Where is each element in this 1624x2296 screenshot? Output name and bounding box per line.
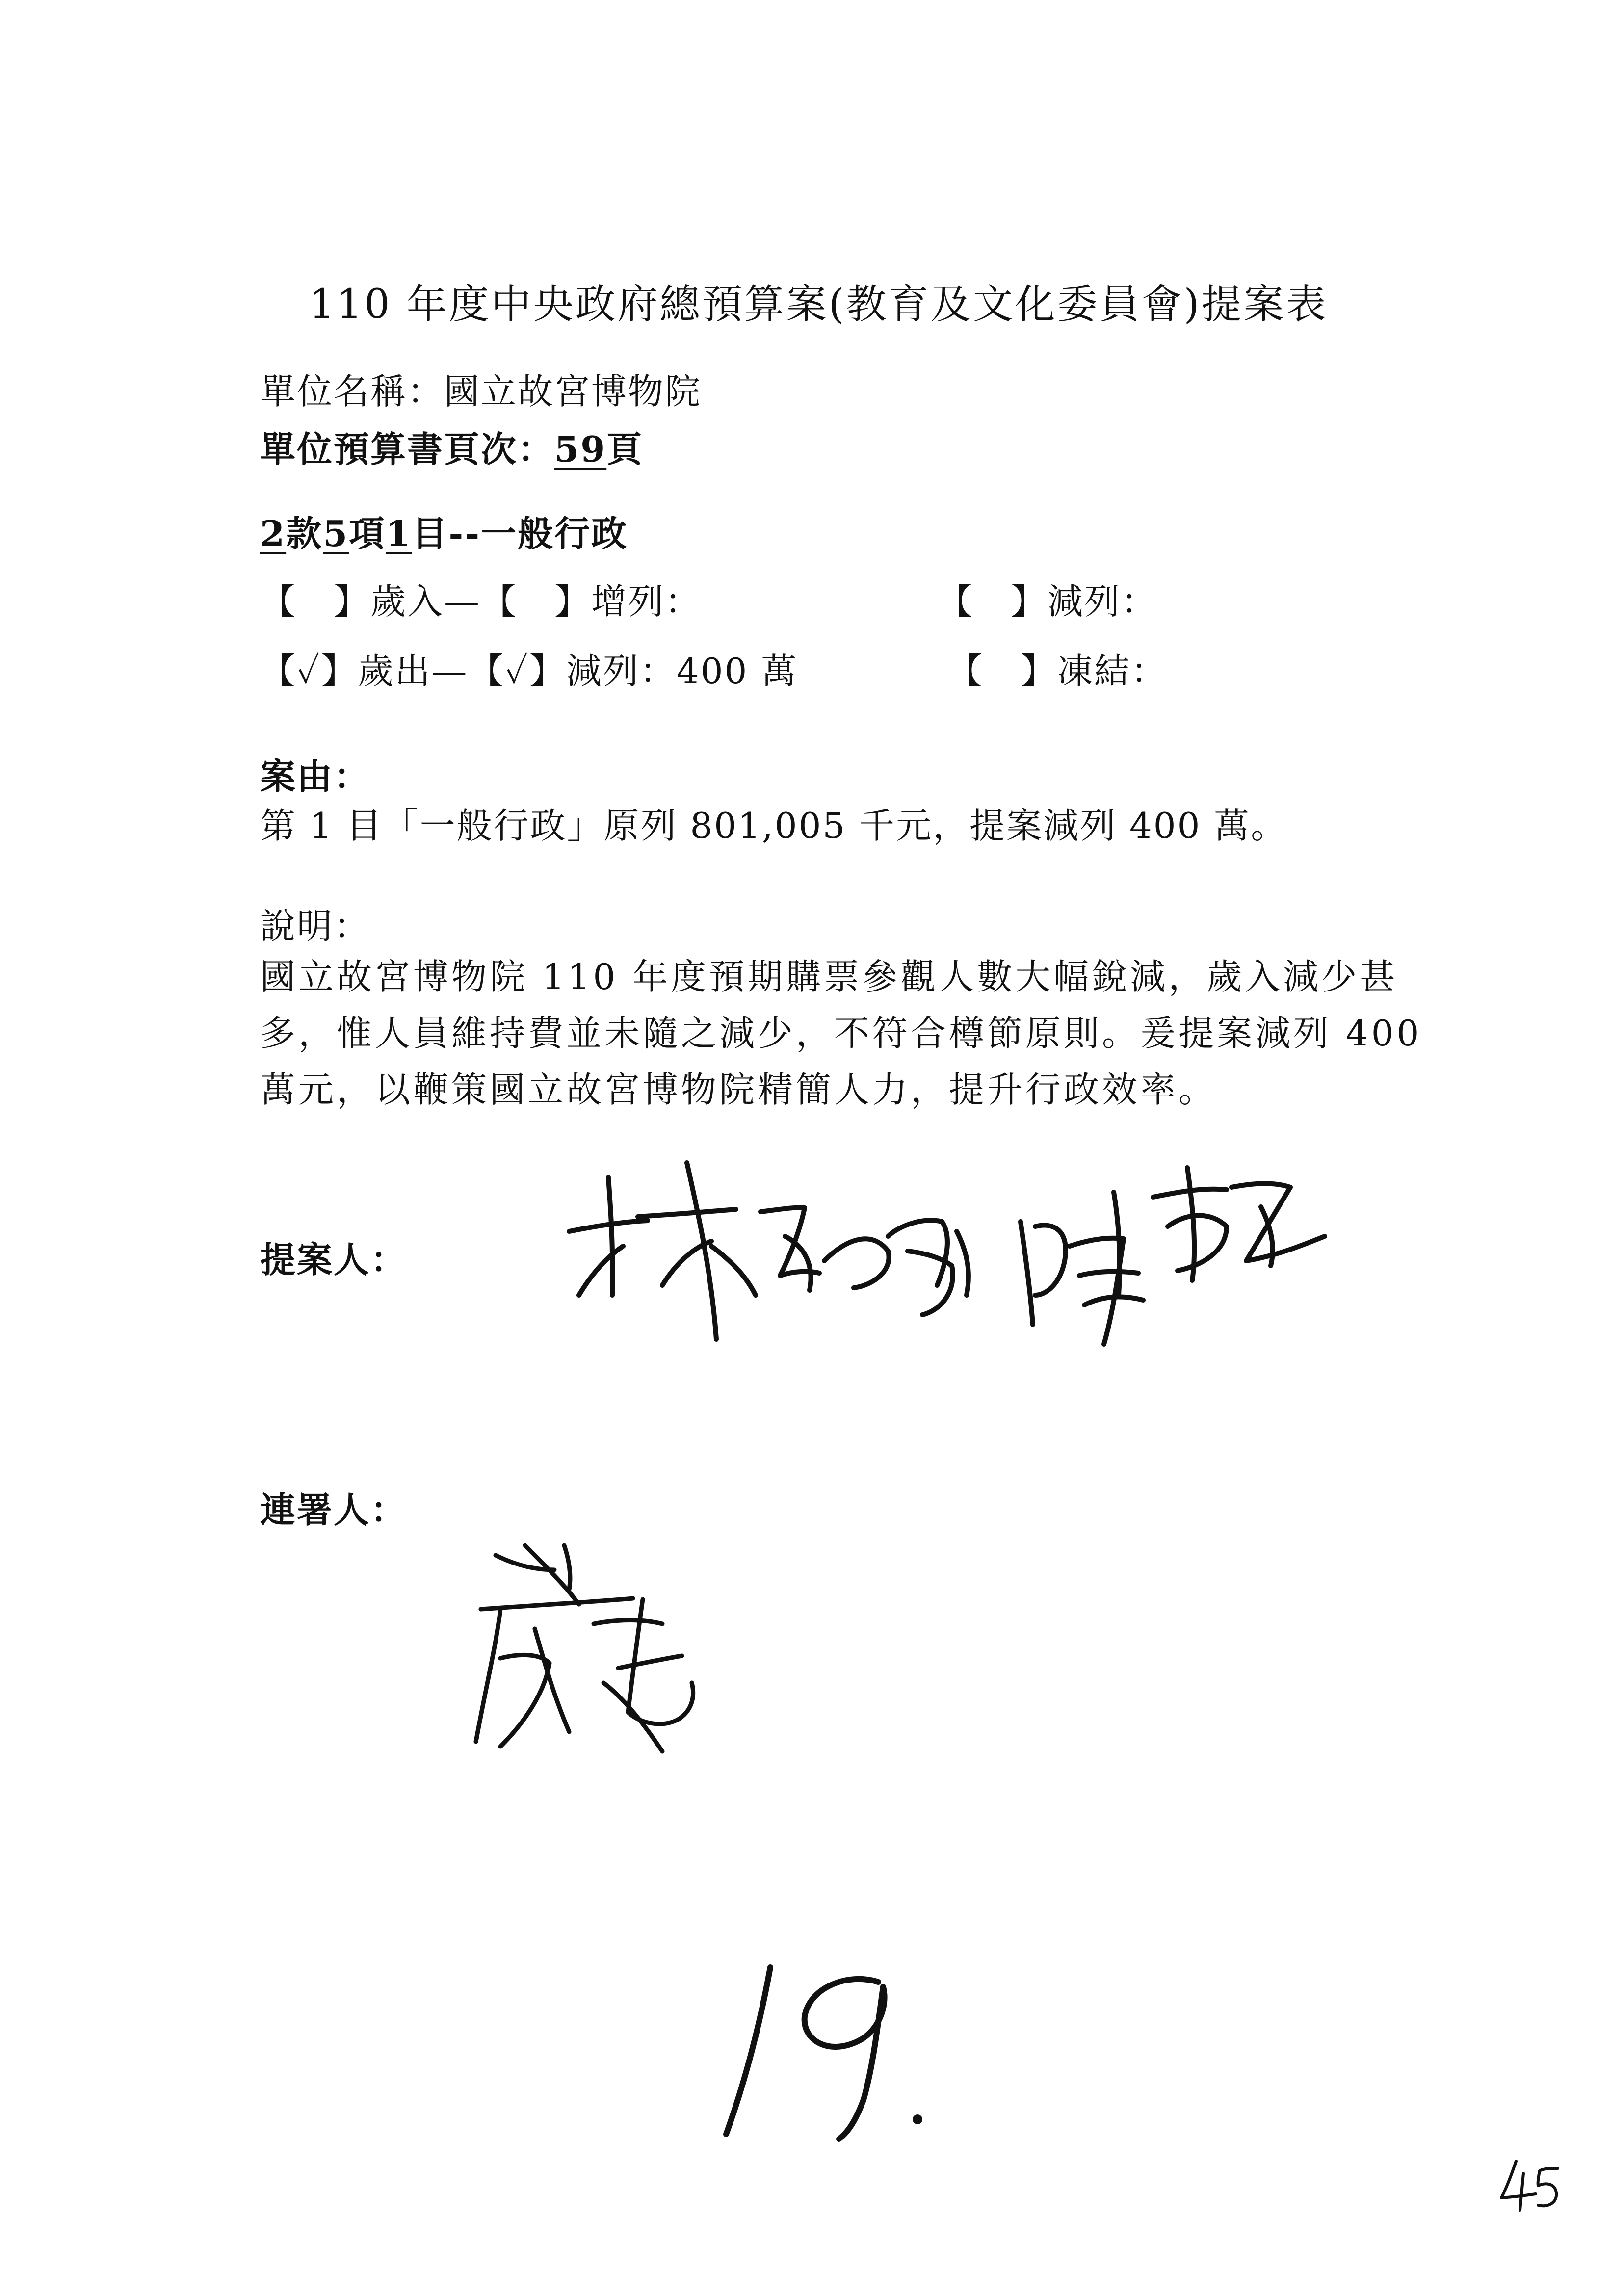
freeze-checkbox: 【 】	[947, 651, 1058, 692]
revenue-checkbox: 【 】	[260, 581, 371, 622]
expenditure-label: 歲出—	[358, 651, 469, 692]
proposer-label: 提案人：	[260, 1239, 408, 1280]
reason-text: 第 1 目「一般行政」原列 801,005 千元，提案減列 400 萬。	[260, 805, 1288, 846]
subject-mu-number: 1	[386, 513, 412, 554]
revenue-increase-label: 增列：	[591, 581, 702, 622]
corner-page-number-drawing	[1496, 2154, 1565, 2213]
revenue-decrease-checkbox: 【 】	[937, 581, 1048, 622]
expenditure-row	[260, 643, 798, 694]
budget-page-row	[260, 421, 643, 472]
budget-subject-row	[260, 505, 628, 556]
expenditure-checkbox: 【✓】	[260, 651, 358, 692]
revenue-increase-checkbox: 【 】	[481, 581, 592, 622]
budget-page-number: 59	[554, 428, 607, 470]
cosigner-label: 連署人：	[260, 1489, 408, 1531]
subject-xiang-number: 5	[323, 513, 349, 554]
budget-page-label: 單位預算書頁次：	[260, 428, 555, 470]
subject-kuan-label: 款	[286, 513, 323, 554]
cosigner-signature	[466, 1536, 721, 1766]
budget-page-suffix: 頁	[606, 428, 644, 470]
explanation-line-2: 多，惟人員維持費並未隨之減少，不符合樽節原則。爰提案減列 400	[260, 1013, 1422, 1054]
freeze-group	[947, 643, 1168, 694]
handwritten-number-drawing	[716, 1953, 971, 2149]
explanation-heading: 說明：	[260, 906, 371, 947]
explanation-line-3: 萬元，以鞭策國立故宮博物院精簡人力，提升行政效率。	[260, 1069, 1217, 1110]
revenue-decrease-label: 減列：	[1048, 581, 1158, 622]
expenditure-decrease-label: 減列：400 萬	[566, 651, 798, 692]
unit-name-row	[260, 363, 702, 414]
revenue-decrease-group	[937, 573, 1158, 624]
subject-kuan-number: 2	[260, 513, 287, 554]
unit-name-value: 國立故宮博物院	[444, 371, 702, 412]
proposer-signature	[550, 1148, 1335, 1354]
expenditure-decrease-checkbox: 【✓】	[468, 651, 566, 692]
freeze-label: 凍結：	[1057, 651, 1168, 692]
subject-xiang-label: 項	[349, 513, 386, 554]
document-title: 110 年度中央政府總預算案(教育及文化委員會)提案表	[309, 281, 1328, 328]
revenue-row	[260, 573, 702, 624]
reason-heading: 案由：	[260, 756, 371, 797]
handwritten-item-number	[716, 1953, 971, 2149]
unit-name-label: 單位名稱：	[260, 371, 445, 412]
corner-page-number	[1496, 2154, 1565, 2213]
explanation-line-1: 國立故宮博物院 110 年度預期購票參觀人數大幅銳減，歲入減少甚	[260, 956, 1398, 997]
subject-mu-label: 目--一般行政	[412, 513, 629, 554]
revenue-label: 歲入—	[370, 581, 481, 622]
